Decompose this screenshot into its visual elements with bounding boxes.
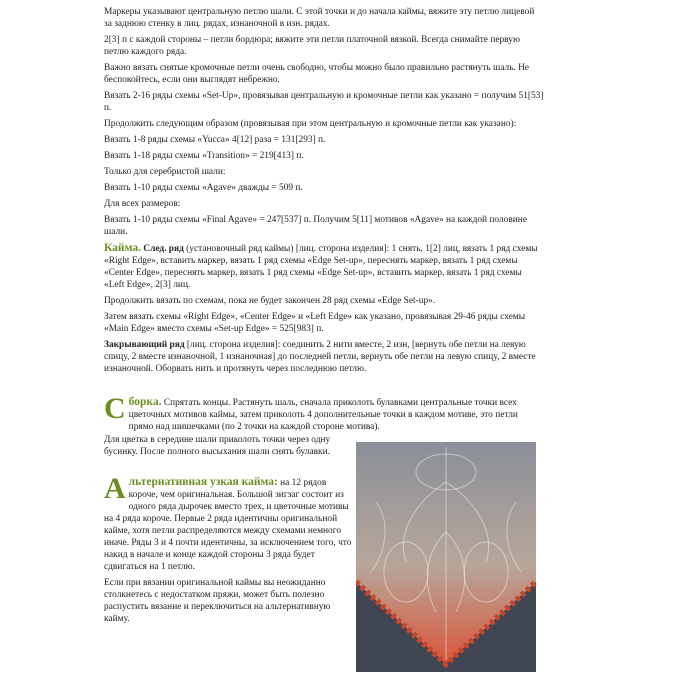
assembly-flower: Для цветка в середине шали приколоть точки через одну бусинку. После полного высыхания шали снять булавки. — [104, 435, 331, 457]
paragraph-yucca: Вязать 1-8 ряды схемы «Yucca» 4[12] раза = 131[293] п. — [104, 135, 326, 145]
paragraph-transition: Вязать 1-18 ряды схемы «Transition» = 219[413] п. — [104, 151, 304, 161]
paragraph-agave: Вязать 1-10 ряды схемы «Agave» дважды = 509 п. — [104, 183, 303, 193]
article-body — [104, 6, 544, 379]
paragraph-all-sizes: Для всех размеров: — [104, 199, 181, 209]
paragraph-edging — [104, 242, 544, 291]
assembly-section — [104, 392, 544, 433]
bind-off-heading: Закрывающий ряд — [104, 340, 185, 350]
next-row-label: След. ряд — [143, 244, 184, 254]
shawl-photo — [356, 442, 536, 672]
edging-text: (установочный ряд каймы) [лиц. сторона изделия]: 1 снять, 1[2] лиц, вязать 1 ряд схемы «Right Edge», вставить маркер, вязать 1 ряд схемы «Edge Set-up», переснять маркер, вязать 1 ряд схемы «Center Edge», переснять маркер, вязать 1 ряд схемы «Edge Set-up», вставить маркер, вязать 1 ряд схемы «Left Edge», 2[3] лиц. — [104, 244, 538, 290]
bind-off-text: [лиц. сторона изделия]: соединить 2 нити вместе, 2 изн, [вернуть обе петли на левую спицу, 2 вместе изнаночной, 1 изнаночная] до последней петли, вернуть обе петли на левую спицу, 2 вместе изнаночной. Оборвать нить и протянуть через последнюю петлю. — [104, 340, 536, 374]
paragraph-edge-stitches: Важно вязать снятые кромочные петли очень свободно, чтобы можно было правильно растянуть шаль. Не беспокойтесь, если они выглядят небрежно. — [104, 63, 530, 85]
paragraph-silver-only: Только для серебристой шали: — [104, 167, 226, 177]
assembly-heading: борка. — [128, 396, 162, 408]
alt-text: на 12 рядов короче, чем оригинальная. Большой зигзаг состоит из одного ряда дырочек вместо трех, и цветочные мотивы на 4 ряда короче. Первые 2 ряда идентичны оригинальной кайме, хотя петли распределяются между схемами немного иначе. Ряды 3 и 4 почти идентичны, за исключением того, что накид в начале и конце каждой стороны 3 ряда будет сдвигаться на 1 петлю. — [104, 478, 352, 572]
shawl-image — [356, 442, 536, 672]
paragraph-bind-off — [104, 339, 544, 375]
paragraph-final-agave: Вязать 1-10 ряды схемы «Final Agave» = 247[537] п. Получим 5[11] мотивов «Agave» на каждой половине шали. — [104, 215, 527, 237]
alt-text-yarn: Если при вязании оригинальной каймы вы неожиданно столкнетесь с недостатком пряжи, может быть полезно распустить вязание и переключиться на альтернативную кайму. — [104, 578, 331, 624]
alt-dropcap: А — [104, 472, 126, 505]
paragraph-markers: Маркеры указывают центральную петлю шали. С этой точки и до начала каймы, вяжите эту петлю лицевой за заднюю стенку в лиц. рядах, изнаночной в изн. рядах. — [104, 7, 535, 29]
paragraph-continue: Продолжить следующим образом (провязывая при этом центральную и кромочные петли как указано): — [104, 119, 517, 129]
assembly-dropcap: С — [104, 392, 126, 425]
alt-edging-section — [104, 472, 352, 625]
section-heading-edging: Кайма. — [104, 242, 141, 254]
paragraph-continue-charts: Продолжить вязать по схемам, пока не будет закончен 28 ряд схемы «Edge Set-up». — [104, 296, 436, 306]
paragraph-setup: Вязать 2-16 ряды схемы «Set-Up», провязывая центральную и кромочные петли как указано = получим 51[53] п. — [104, 91, 544, 113]
assembly-text: Спрятать концы. Растянуть шаль, сначала приколоть булавками центральные точки всех цветочных мотивов каймы, затем приколоть 4 дополнительные точки в каждом мотиве, это петли прямо над шишечками (по 2 точки на каждой стороне мотива). — [128, 398, 518, 432]
alt-heading: льтернативная узкая кайма: — [128, 476, 278, 488]
paragraph-border: 2[3] п с каждой стороны – петли бордюра; вяжите эти петли платочной вязкой. Всегда снимайте первую петлю каждого ряда. — [104, 35, 520, 57]
paragraph-main-edge: Затем вязать схемы «Right Edge», «Center Edge» и «Left Edge» как указано, провязывая 29-46 ряды схемы «Main Edge» вместо схемы «Set-up Edge» = 525[983] п. — [104, 312, 526, 334]
